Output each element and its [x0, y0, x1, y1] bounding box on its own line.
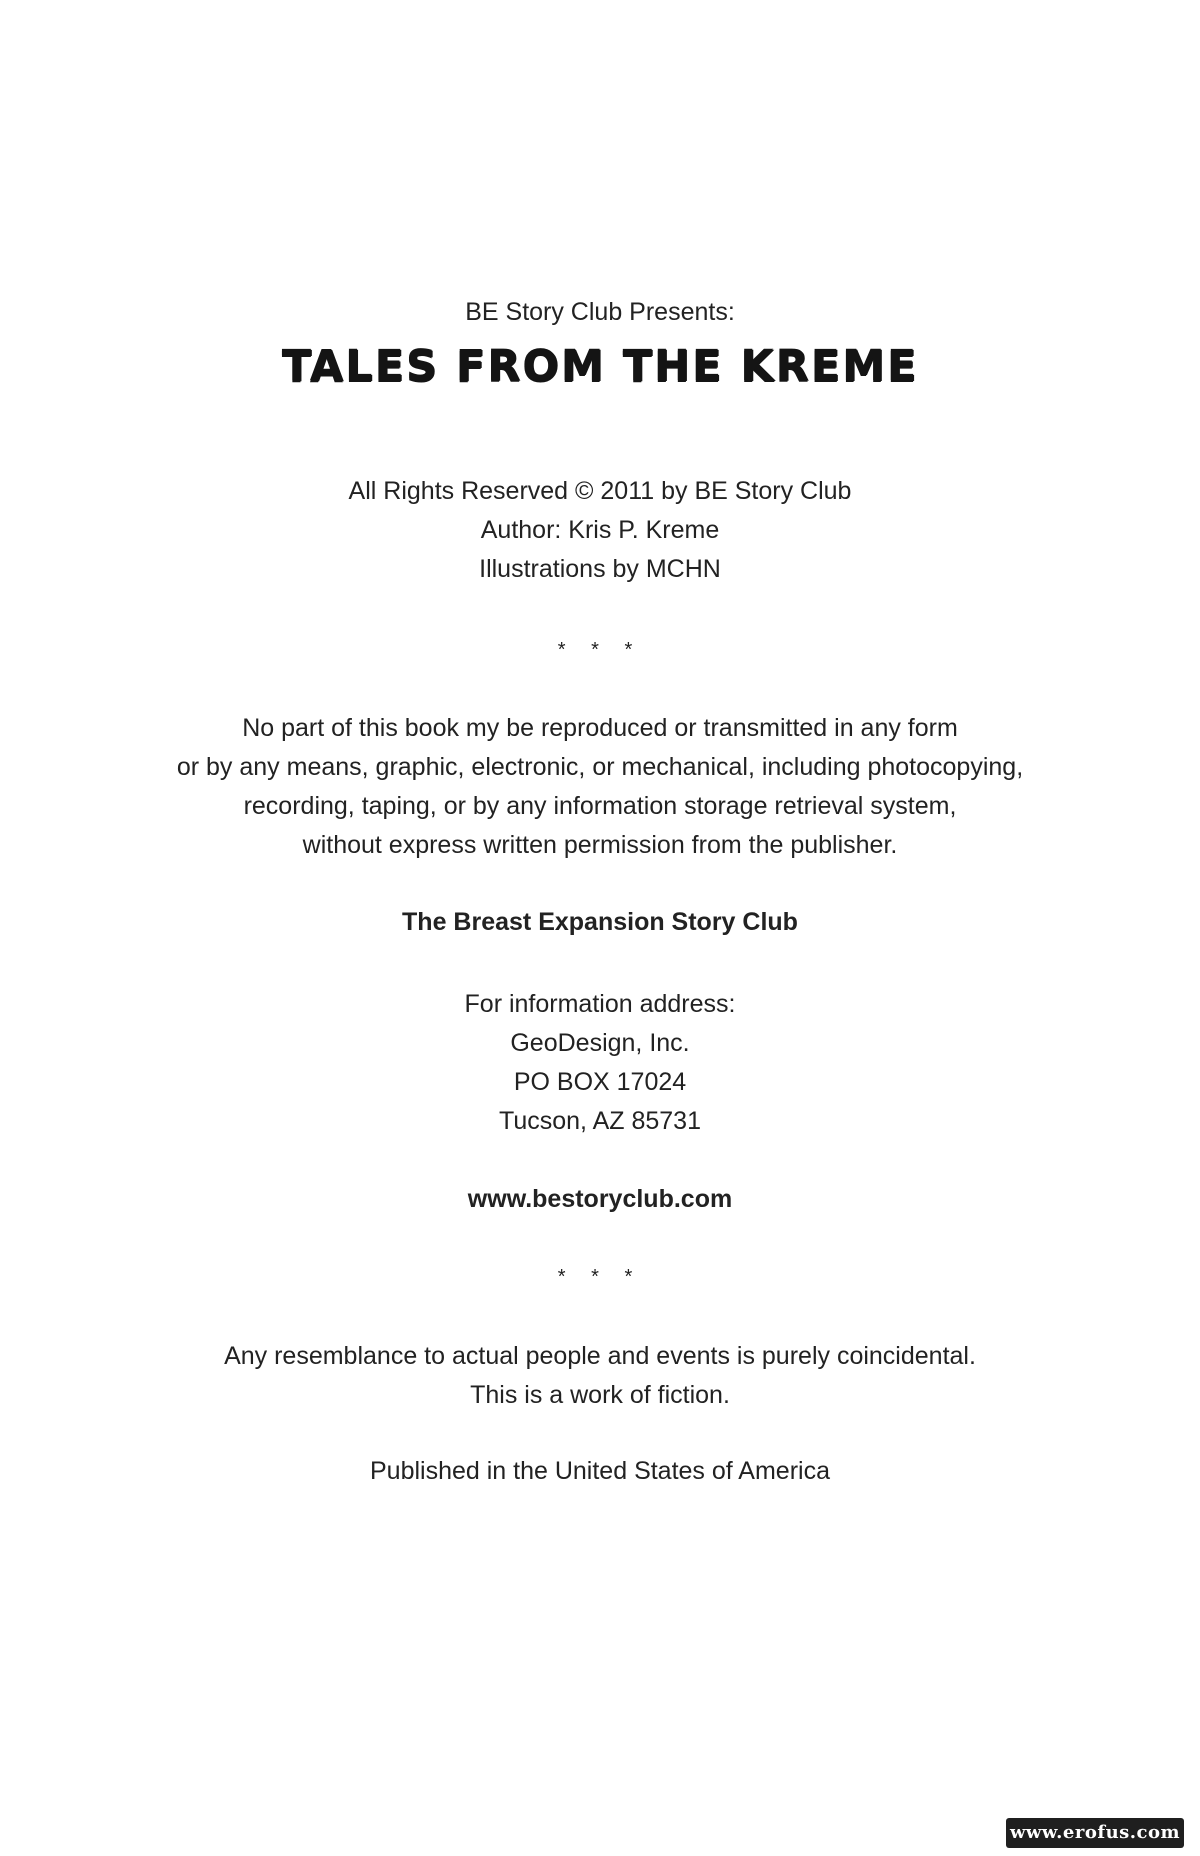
notice-line: No part of this book my be reproduced or transmitted in any form [242, 714, 958, 742]
disclaimer-line: This is a work of fiction. [470, 1381, 730, 1409]
book-title: TALES FROM THE KREME [281, 341, 919, 391]
website-url: www.bestoryclub.com [467, 1185, 733, 1213]
watermark-badge: www.erofus.com [1006, 1818, 1184, 1848]
credits-block [0, 472, 1200, 589]
presents-line: BE Story Club Presents: [465, 298, 735, 326]
notice-line: or by any means, graphic, electronic, or mechanical, including photocopying, [176, 753, 1024, 781]
author-line: Author: Kris P. Kreme [480, 516, 720, 544]
address-line: Tucson, AZ 85731 [499, 1107, 701, 1135]
illustrations-line: Illustrations by MCHN [479, 555, 721, 583]
club-name: The Breast Expansion Story Club [402, 908, 798, 936]
separator-top: * * * [557, 639, 643, 661]
notice-line: recording, taping, or by any information storage retrieval system, [243, 792, 957, 820]
rights-line: All Rights Reserved © 2011 by BE Story Club [348, 477, 852, 505]
address-line: GeoDesign, Inc. [510, 1029, 690, 1057]
address-line: PO BOX 17024 [513, 1068, 687, 1096]
notice-line: without express written permission from the publisher. [302, 831, 898, 859]
separator-bottom: * * * [557, 1266, 643, 1288]
disclaimer-block [0, 1337, 1200, 1415]
published-line: Published in the United States of America [370, 1457, 830, 1485]
disclaimer-line: Any resemblance to actual people and events is purely coincidental. [224, 1342, 976, 1370]
address-line: For information address: [464, 990, 736, 1018]
reproduction-notice [0, 709, 1200, 865]
address-block [0, 985, 1200, 1141]
